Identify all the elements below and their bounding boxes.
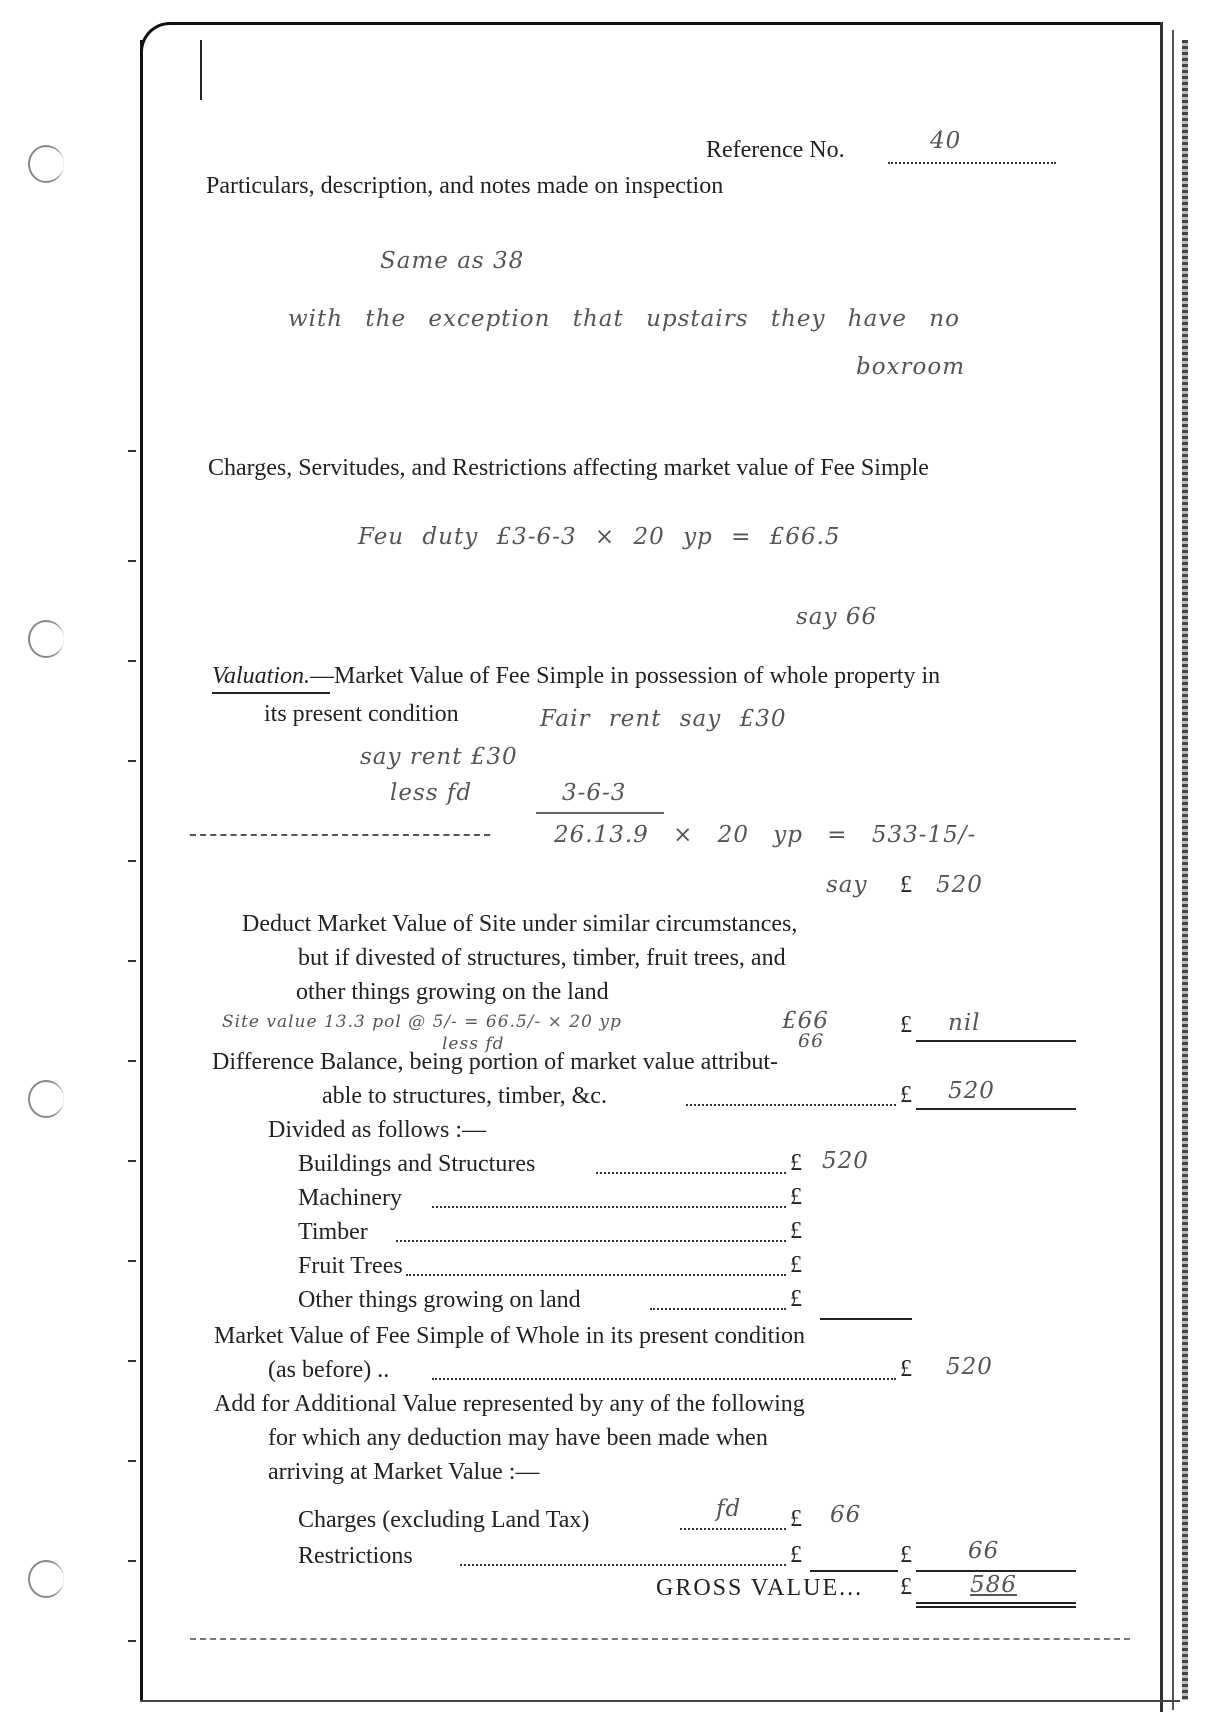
- charges-note: say 66: [796, 604, 878, 630]
- pound-sign: £: [900, 1542, 912, 1568]
- divided-item-value: 520: [822, 1148, 869, 1174]
- pound-sign: £: [900, 1574, 912, 1600]
- particulars-note: Same as 38: [380, 248, 525, 274]
- divided-item-label: Fruit Trees: [298, 1253, 403, 1279]
- gross-rule: [916, 1602, 1076, 1604]
- charges-label: Charges (excluding Land Tax): [298, 1507, 590, 1533]
- margin-tick: [128, 1640, 136, 1642]
- leader-dots: [432, 1206, 786, 1208]
- pound-sign: £: [900, 1082, 912, 1108]
- punch-hole: [28, 1080, 64, 1118]
- page-border-top: [140, 22, 1163, 55]
- gross-value: 586: [970, 1572, 1017, 1598]
- leader-dots: [460, 1564, 786, 1566]
- pound-sign: £: [790, 1252, 802, 1278]
- leader-dots: [650, 1308, 786, 1310]
- margin-tick: [128, 660, 136, 662]
- punch-hole: [28, 1560, 64, 1598]
- margin-tick: [128, 960, 136, 962]
- pound-sign: £: [790, 1150, 802, 1176]
- pound-sign: £: [790, 1184, 802, 1210]
- difference-value-rule: [916, 1108, 1076, 1110]
- divided-item-label: Timber: [298, 1219, 368, 1245]
- additional-line: for which any deduction may have been made when: [268, 1425, 768, 1451]
- subtotal-rule: [536, 812, 664, 814]
- particulars-note: with the exception that upstairs they have no: [288, 306, 960, 332]
- site-line: other things growing on the land: [296, 979, 609, 1005]
- charges-note: Feu duty £3-6-3 × 20 yp = £66.5: [358, 524, 841, 550]
- margin-tick: [128, 450, 136, 452]
- footer-dashes: [190, 1638, 1130, 1640]
- restrictions-rule: [810, 1570, 898, 1572]
- valuation-italic: Valuation.: [212, 663, 311, 689]
- valuation-calc: 26.13.9 × 20 yp = 533-15/-: [554, 822, 977, 848]
- divided-subtotal-rule: [820, 1318, 912, 1320]
- punch-hole: [28, 620, 64, 658]
- valuation-say: say: [826, 872, 868, 898]
- particulars-note: boxroom: [856, 354, 966, 380]
- punch-hole: [28, 145, 64, 183]
- margin-tick: [128, 1460, 136, 1462]
- valuation-say-value: 520: [936, 872, 983, 898]
- particulars-heading: Particulars, description, and notes made on inspection: [206, 173, 724, 199]
- say-rent-note: say rent £30: [360, 744, 518, 770]
- site-note-sum: £66: [782, 1008, 829, 1034]
- valuation-underline: [212, 692, 330, 694]
- market-whole-line: (as before) ..: [268, 1357, 390, 1383]
- pound-sign: £: [790, 1542, 802, 1568]
- less-fd-value: 3-6-3: [562, 780, 627, 806]
- pound-sign: £: [790, 1218, 802, 1244]
- margin-tick: [128, 760, 136, 762]
- less-fd-note: less fd: [390, 780, 473, 806]
- page-border-right: [1160, 22, 1163, 1712]
- site-note-less: less fd: [442, 1034, 505, 1054]
- difference-line: Difference Balance, being portion of market value attribut-: [212, 1049, 778, 1075]
- pound-sign: £: [900, 1012, 912, 1038]
- divided-item-label: Machinery: [298, 1185, 402, 1211]
- gross-label: GROSS VALUE...: [656, 1575, 864, 1601]
- margin-tick: [128, 1360, 136, 1362]
- additional-line: Add for Additional Value represented by any of the following: [214, 1391, 805, 1417]
- calc-dashes: [190, 834, 490, 836]
- market-whole-line: Market Value of Fee Simple of Whole in its present condition: [214, 1323, 805, 1349]
- page-border-left: [140, 40, 143, 1700]
- pound-sign: £: [900, 872, 912, 898]
- valuation-heading: [212, 662, 940, 690]
- valuation-heading-rest: —Market Value of Fee Simple in possession of whole property in: [310, 663, 941, 689]
- charges-heading: Charges, Servitudes, and Restrictions affecting market value of Fee Simple: [208, 455, 929, 481]
- margin-mark: [200, 40, 202, 100]
- margin-tick: [128, 1060, 136, 1062]
- restrictions-label: Restrictions: [298, 1543, 413, 1569]
- market-whole-value: 520: [946, 1354, 993, 1380]
- pound-sign: £: [790, 1286, 802, 1312]
- margin-tick: [128, 1260, 136, 1262]
- divided-heading: Divided as follows :—: [268, 1117, 486, 1143]
- leader-dots: [680, 1528, 786, 1530]
- site-value-rule: [916, 1040, 1076, 1042]
- charges-note-fd: fd: [716, 1496, 742, 1522]
- leader-dots: [396, 1240, 786, 1242]
- valuation-heading-line2: its present condition: [264, 701, 459, 727]
- reference-label: Reference No.: [706, 137, 845, 163]
- site-note: Site value 13.3 pol @ 5/- = 66.5/- × 20 yp: [222, 1012, 622, 1032]
- divided-item-label: Buildings and Structures: [298, 1151, 536, 1177]
- leader-dots: [406, 1274, 786, 1276]
- reference-dots: [888, 162, 1056, 164]
- difference-line: able to structures, timber, &c.: [322, 1083, 607, 1109]
- fair-rent-note: Fair rent say £30: [540, 706, 787, 732]
- page-border-right-inner: [1172, 30, 1174, 1710]
- pound-sign: £: [790, 1506, 802, 1532]
- page-border-bottom: [140, 1700, 1180, 1702]
- margin-tick: [128, 1160, 136, 1162]
- charges-value: 66: [830, 1502, 862, 1528]
- margin-tick: [128, 860, 136, 862]
- site-value: nil: [948, 1010, 981, 1036]
- margin-tick: [128, 560, 136, 562]
- site-line: Deduct Market Value of Site under similar circumstances,: [242, 911, 798, 937]
- page-edge-stack: [1182, 40, 1188, 1700]
- reference-value: 40: [930, 128, 962, 154]
- site-note-sum2: 66: [798, 1030, 825, 1052]
- leader-dots: [432, 1378, 896, 1380]
- site-line: but if divested of structures, timber, fruit trees, and: [298, 945, 786, 971]
- margin-tick: [128, 1560, 136, 1562]
- pound-sign: £: [900, 1356, 912, 1382]
- leader-dots: [596, 1172, 786, 1174]
- leader-dots: [686, 1104, 896, 1106]
- divided-item-label: Other things growing on land: [298, 1287, 581, 1313]
- difference-value: 520: [948, 1078, 995, 1104]
- additional-line: arriving at Market Value :—: [268, 1459, 540, 1485]
- additional-total-value: 66: [968, 1538, 1000, 1564]
- gross-rule-double: [916, 1606, 1076, 1608]
